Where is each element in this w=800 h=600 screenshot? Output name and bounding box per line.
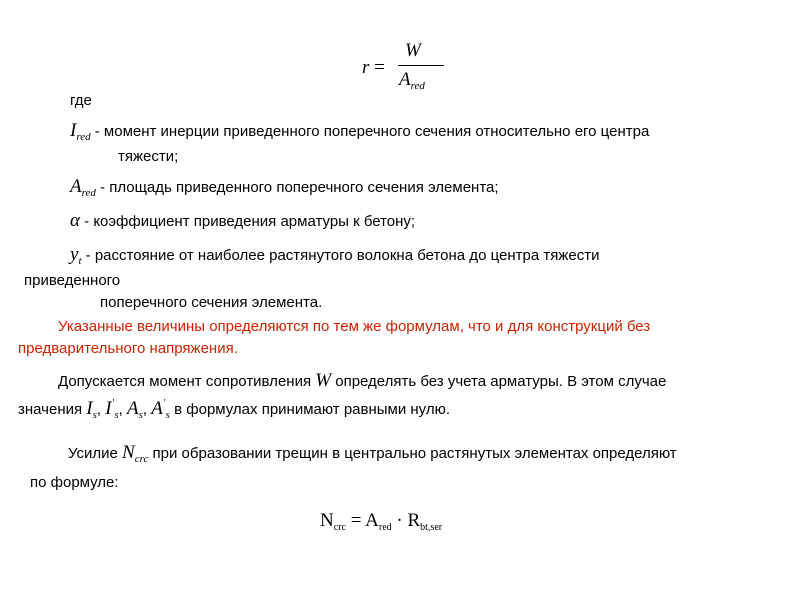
definition-yt: $y_t$ - расстояние от наиболее растянутого волокна бетона до центра тяжести	[70, 244, 600, 267]
formula-r-equals-w-over-ared	[360, 38, 450, 100]
formula-r-denominator: $A_{red}$	[399, 69, 425, 92]
definition-ared: $A_{red}$ - площадь приведенного поперечного сечения элемента;	[70, 176, 499, 199]
paragraph-n-line2: по формуле:	[30, 474, 119, 491]
definition-yt-cont2: поперечного сечения элемента.	[100, 294, 323, 311]
formula-r-numerator: W	[405, 40, 421, 61]
definition-ired: $I_{red}$ - момент инерции приведенного поперечного сечения относительно его центра	[70, 120, 650, 143]
formula-r-lhs: r =	[362, 57, 385, 78]
note-red-line2: предварительного напряжения.	[18, 340, 238, 357]
note-red-line1: Указанные величины определяются по тем же формулам, что и для конструкций без	[58, 318, 651, 335]
paragraph-w-line2: значения $I_s$, $I'_s$, $A_s$, $A'_s$ в формулах принимают равными нулю.	[18, 398, 451, 421]
formula-ncrc: $N_{crc} = A_{red} \cdot R_{bt,ser}$	[320, 510, 443, 533]
where-label: где	[70, 92, 92, 109]
definition-yt-cont1: приведенного	[24, 272, 121, 289]
definition-alpha: α - коэффициент приведения арматуры к бетону;	[70, 210, 416, 231]
paragraph-w-line1: Допускается момент сопротивления W определять без учета арматуры. В этом случае	[58, 370, 667, 391]
paragraph-n-line1: Усилие $N_{crc}$ при образовании трещин в центрально растянутых элементах определяют	[68, 442, 677, 465]
formula-r-fraction-bar	[398, 65, 444, 66]
definition-ired-cont: тяжести;	[118, 148, 179, 165]
